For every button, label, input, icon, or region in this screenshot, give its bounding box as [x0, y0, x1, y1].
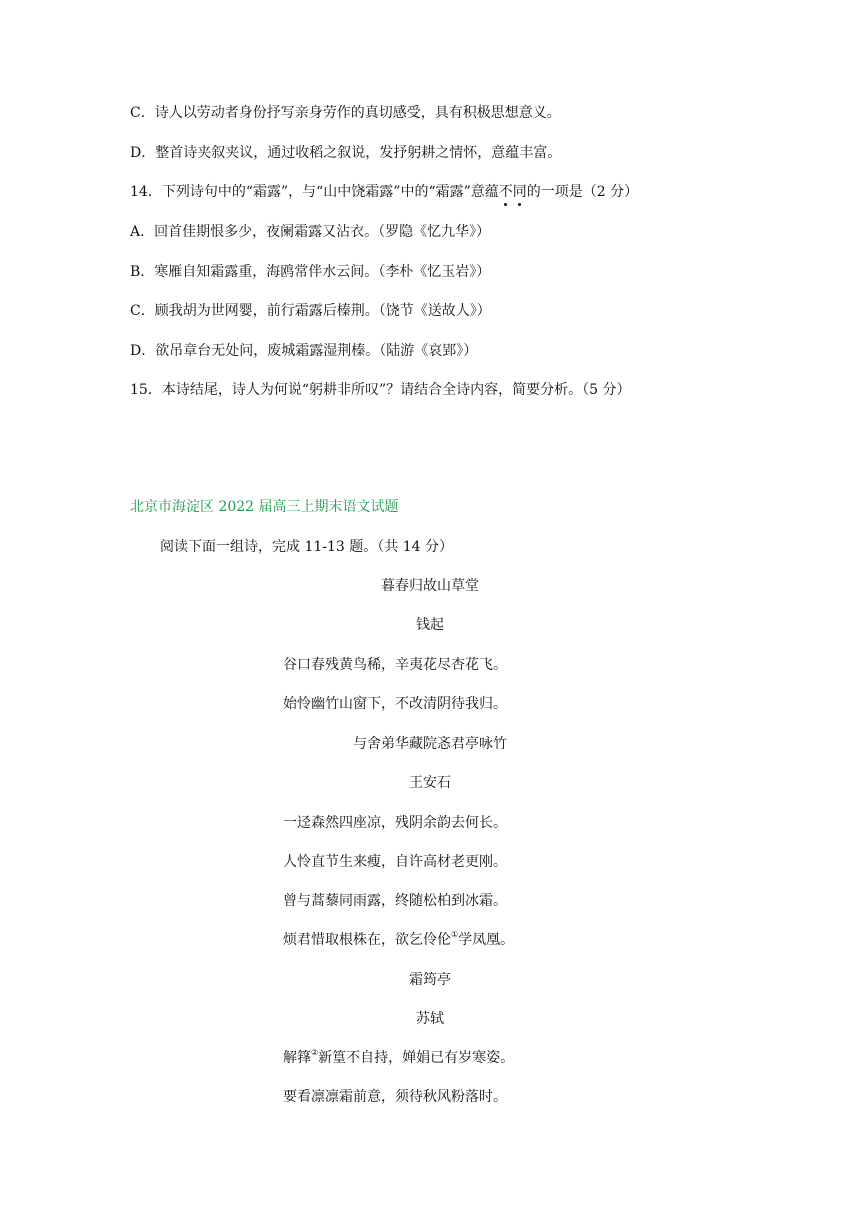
poem-3-title: 霜筠亭 — [409, 972, 451, 988]
option-d-q14: D．欲吊章台无处问，废城霜露湿荆榛。（陆游《哀郢》） — [130, 343, 478, 359]
poem-2-title: 与舍弟华藏院忞君亭咏竹 — [353, 736, 507, 752]
emphasis-char-1: 不 — [498, 184, 513, 200]
question-14 — [130, 182, 638, 202]
footnote-marker-2: ② — [311, 1048, 319, 1057]
option-c-q14: C．顾我胡为世网婴，前行霜露后榛荆。（饶节《送故人》） — [130, 303, 491, 319]
poem-3-line-1-start: 解箨 — [283, 1050, 311, 1066]
reading-instruction: 阅读下面一组诗，完成 11-13 题。（共 14 分） — [160, 539, 453, 555]
option-c-q13: C．诗人以劳动者身份抒写亲身劳作的真切感受，具有积极思想意义。 — [130, 105, 561, 121]
poem-2-line-3: 曾与蒿藜同雨露，终随松柏到冰霜。 — [283, 893, 507, 909]
poem-1-author: 钱起 — [416, 617, 444, 633]
question-14-stem: 14．下列诗句中的“霜露”，与“山中饶霜露”中的“霜露”意蕴 — [130, 184, 499, 200]
poem-2-line-1: 一迳森然四座凉，残阴余韵去何长。 — [283, 815, 507, 831]
source-title: 北京市海淀区 2022 届高三上期末语文试题 — [130, 499, 399, 515]
poem-2-line-4 — [283, 930, 514, 950]
option-a-q14: A．回首佳期恨多少，夜阑霜露又沾衣。（罗隐《忆九华》） — [130, 224, 491, 240]
poem-3-line-1-end: 新篁不自持，婵娟已有岁寒姿。 — [318, 1050, 515, 1066]
option-b-q14: B．寒雁自知霜露重，海鸥常伴水云间。（李朴《忆玉岩》） — [130, 264, 491, 280]
poem-3-line-1 — [283, 1048, 514, 1068]
option-d-q13: D．整首诗夹叙夹议，通过收稻之叙说，发抒躬耕之情怀，意蕴丰富。 — [130, 145, 562, 161]
footnote-marker-1: ① — [451, 930, 459, 939]
poem-2-line-4-start: 烦君惜取根株在，欲乞伶伦 — [283, 932, 451, 948]
question-14-tail: 的一项是（2 分） — [526, 184, 639, 200]
poem-2-author: 王安石 — [409, 775, 451, 791]
poem-1-line-1: 谷口春残黄鸟稀，辛夷花尽杏花飞。 — [283, 657, 507, 673]
poem-2-line-4-end: 学凤凰。 — [458, 932, 515, 948]
poem-1-line-2: 始怜幽竹山窗下，不改清阴待我归。 — [283, 696, 507, 712]
question-15: 15．本诗结尾，诗人为何说“躬耕非所叹”？请结合全诗内容，简要分析。（5 分） — [130, 382, 631, 398]
emphasis-char-2: 同 — [512, 184, 527, 200]
poem-2-line-2: 人怜直节生来瘦，自许高材老更刚。 — [283, 854, 507, 870]
poem-3-author: 苏轼 — [416, 1011, 444, 1027]
poem-1-title: 暮春归故山草堂 — [381, 578, 479, 594]
poem-3-line-2: 要看凛凛霜前意，须待秋风粉落时。 — [283, 1089, 507, 1105]
